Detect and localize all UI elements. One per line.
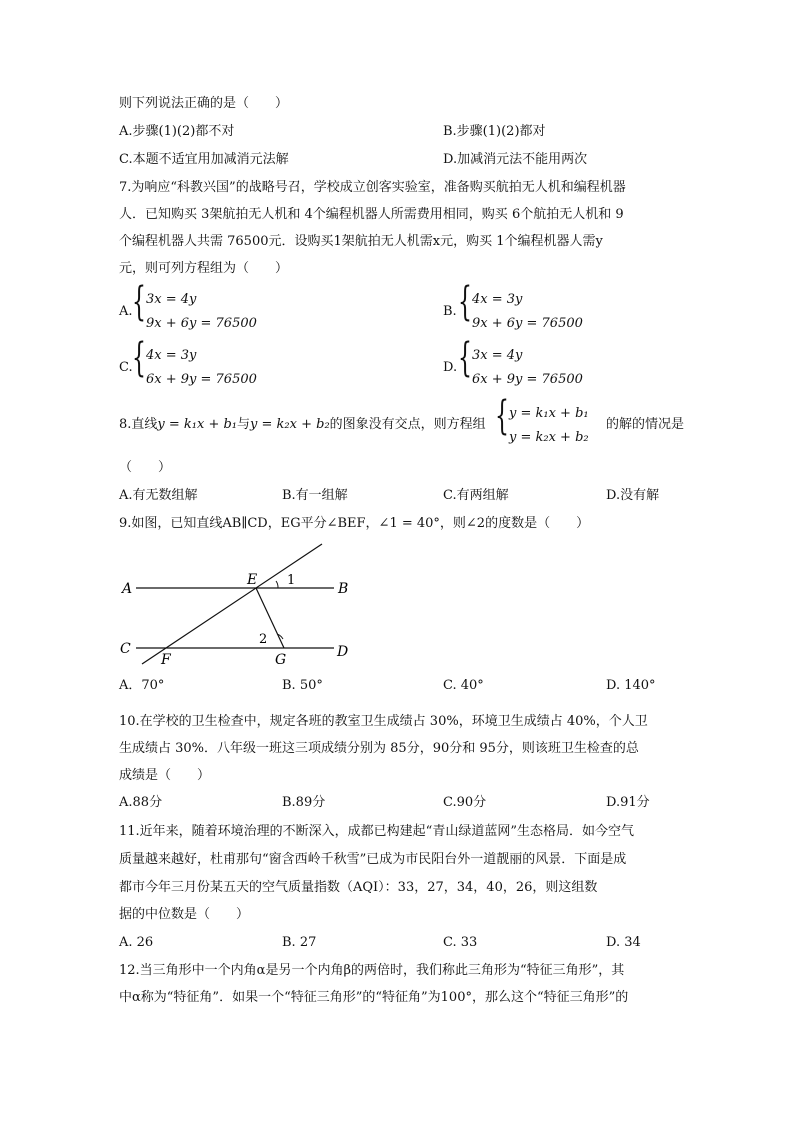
q8-option-b: B.有一组解 bbox=[282, 488, 348, 503]
q7-b-eq2: 9x + 6y = 76500 bbox=[472, 316, 583, 331]
q10-option-a: A.88分 bbox=[119, 795, 163, 810]
q8-option-d: D.没有解 bbox=[606, 488, 660, 503]
q11-line-3: 都市今年三月份某五天的空气质量指数（AQI）：33，27，34，40，26，则这组数 bbox=[119, 880, 598, 895]
q6-stem: 则下列说法正确的是（ ） bbox=[119, 96, 289, 111]
q7-c-eq2: 6x + 9y = 76500 bbox=[146, 372, 257, 387]
q7-option-b-label: B. bbox=[443, 304, 457, 319]
q10-line-2: 生成绩占 30%．八年级一班这三项成绩分别为 85分，90分和 95分，则该班卫生检查的总 bbox=[119, 741, 639, 756]
angle-1-arc bbox=[276, 581, 278, 588]
label-d: D bbox=[337, 644, 349, 660]
label-g: G bbox=[275, 652, 287, 668]
q8-option-a: A.有无数组解 bbox=[119, 488, 198, 503]
q7-line-2: 人．已知购买 3架航拍无人机和 4个编程机器人所需费用相同，购买 6个航拍无人机和 9 bbox=[119, 207, 624, 222]
brace-icon: { bbox=[458, 335, 472, 381]
q8-middle: 的图象没有交点，则方程组 bbox=[329, 417, 486, 432]
q9-option-d: D. 140° bbox=[606, 678, 656, 693]
q8-sys-eq1: y = k₁x + b₁ bbox=[509, 406, 589, 421]
q7-option-c-label: C. bbox=[119, 360, 133, 375]
q6-option-c: C.本题不适宜用加减消元法解 bbox=[119, 152, 289, 167]
q7-c-eq1: 4x = 3y bbox=[146, 348, 197, 363]
q10-line-1: 10.在学校的卫生检查中，规定各班的教室卫生成绩占 30%，环境卫生成绩占 40%，个人卫 bbox=[119, 714, 648, 729]
q9-stem: 9.如图，已知直线AB∥CD，EG平分∠BEF，∠1 = 40°，则∠2的度数是（ ） bbox=[119, 516, 590, 531]
q7-d-eq2: 6x + 9y = 76500 bbox=[472, 372, 583, 387]
line-ef bbox=[142, 544, 322, 664]
q7-line-4: 元，则可列方程组为（ ） bbox=[119, 261, 289, 276]
q8-prefix: 8.直线 bbox=[119, 417, 158, 432]
q7-line-3: 个编程机器人共需 76500元．设购买1架航拍无人机需x元，购买 1个编程机器人需y bbox=[119, 234, 603, 249]
q12-line-1: 12.当三角形中一个内角α是另一个内角β的两倍时，我们称此三角形为“特征三角形”，其 bbox=[119, 963, 625, 978]
q12-line-2: 中α称为“特征角”．如果一个“特征三角形”的“特征角”为100°，那么这个“特征三角形”的 bbox=[119, 990, 629, 1005]
q8-line-a: y = k₁x + b₁ bbox=[157, 417, 238, 432]
q9-option-c: C. 40° bbox=[443, 678, 484, 693]
q9-option-b: B. 50° bbox=[282, 678, 323, 693]
q8-suffix: 的解的情况是 bbox=[606, 417, 685, 432]
brace-icon: { bbox=[132, 335, 146, 381]
label-f: F bbox=[161, 652, 171, 668]
brace-icon: { bbox=[495, 393, 509, 439]
label-angle-1: 1 bbox=[287, 573, 296, 588]
q11-option-a: A. 26 bbox=[119, 935, 154, 950]
q8-connector: 与 bbox=[237, 417, 251, 432]
q7-option-a-label: A. bbox=[119, 304, 133, 319]
q7-line-1: 7.为响应“科教兴国”的战略号召，学校成立创客实验室，准备购买航拍无人机和编程机器 bbox=[119, 180, 626, 195]
q11-line-2: 质量越来越好，杜甫那句“窗含西岭千秋雪”已成为市民阳台外一道靓丽的风景．下面是成 bbox=[119, 852, 627, 867]
q9-option-a: A．70° bbox=[119, 678, 165, 693]
label-angle-2: 2 bbox=[259, 632, 268, 647]
q6-option-a: A.步骤(1)(2)都不对 bbox=[119, 124, 235, 139]
label-c: C bbox=[120, 641, 131, 657]
q11-option-b: B. 27 bbox=[282, 935, 317, 950]
q7-a-eq2: 9x + 6y = 76500 bbox=[146, 316, 257, 331]
label-a: A bbox=[122, 581, 133, 597]
q6-option-d: D.加减消元法不能用两次 bbox=[443, 152, 588, 167]
q10-line-3: 成绩是（ ） bbox=[119, 768, 211, 783]
q11-option-d: D. 34 bbox=[606, 935, 641, 950]
q10-option-d: D.91分 bbox=[606, 795, 650, 810]
brace-icon: { bbox=[132, 279, 146, 325]
q11-option-c: C. 33 bbox=[443, 935, 478, 950]
q8-line-b: y = k₂x + b₂ bbox=[250, 417, 330, 432]
q9-figure bbox=[110, 540, 370, 675]
q10-option-b: B.89分 bbox=[282, 795, 326, 810]
brace-icon: { bbox=[458, 279, 472, 325]
q8-sys-eq2: y = k₂x + b₂ bbox=[509, 430, 589, 445]
q8-option-c: C.有两组解 bbox=[443, 488, 509, 503]
q7-option-d-label: D. bbox=[443, 360, 458, 375]
q8-stem bbox=[119, 415, 486, 435]
label-e: E bbox=[247, 572, 258, 588]
q7-d-eq1: 3x = 4y bbox=[472, 348, 523, 363]
q8-paren: （ ） bbox=[119, 460, 172, 475]
label-b: B bbox=[338, 581, 349, 597]
q7-b-eq1: 4x = 3y bbox=[472, 292, 523, 307]
q7-a-eq1: 3x = 4y bbox=[146, 292, 197, 307]
q11-line-4: 据的中位数是（ ） bbox=[119, 907, 250, 922]
q11-line-1: 11.近年来，随着环境治理的不断深入，成都已构建起“青山绿道蓝网”生态格局．如今空气 bbox=[119, 824, 634, 839]
q10-option-c: C.90分 bbox=[443, 795, 487, 810]
q6-option-b: B.步骤(1)(2)都对 bbox=[443, 124, 546, 139]
